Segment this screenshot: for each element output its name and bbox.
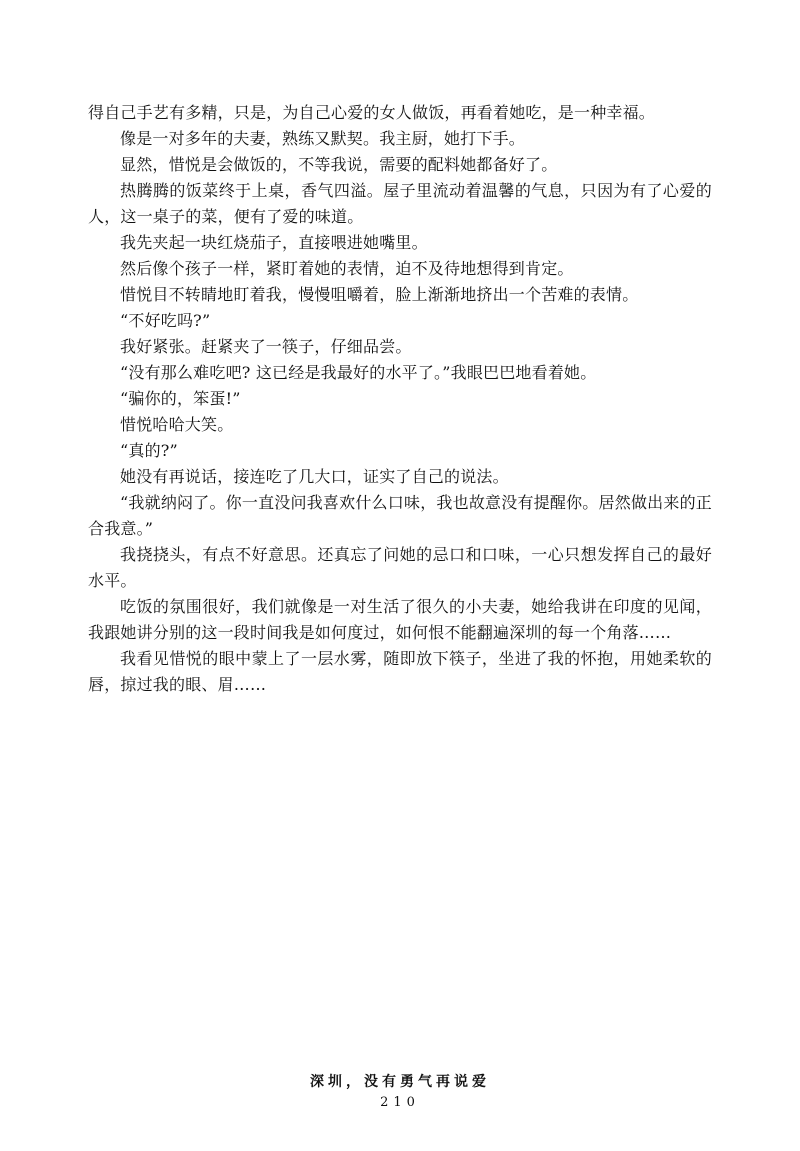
- paragraph-18: 我看见惜悦的眼中蒙上了一层水雾，随即放下筷子，坐进了我的怀抱，用她柔软的唇，掠过我的眼、眉……: [88, 649, 712, 694]
- paragraph-1: 得自己手艺有多精，只是，为自己心爱的女人做饭，再看着她吃，是一种幸福。: [88, 103, 656, 122]
- paragraph-7: 惜悦目不转睛地盯着我，慢慢咀嚼着，脸上渐渐地挤出一个苦难的表情。: [120, 285, 639, 304]
- paragraph-10: “没有那么难吃吧? 这已经是我最好的水平了。”我眼巴巴地看着她。: [120, 363, 597, 382]
- paragraph-11: “骗你的，笨蛋!”: [120, 389, 241, 408]
- paragraph-4: 热腾腾的饭菜终于上桌，香气四溢。屋子里流动着温馨的气息，只因为有了心爱的人，这一桌子的菜，便有了爱的味道。: [88, 181, 712, 226]
- paragraph-8: “不好吃吗?”: [120, 311, 211, 330]
- footer-book-title: 深圳，没有勇气再说爱: [310, 1074, 490, 1090]
- page-body: [88, 100, 712, 698]
- footer-page-number: 210: [380, 1095, 420, 1110]
- paragraph-15: “我就纳闷了。你一直没问我喜欢什么口味，我也故意没有提醒你。居然做出来的正合我意。”: [88, 493, 712, 538]
- paragraph-6: 然后像个孩子一样，紧盯着她的表情，迫不及待地想得到肯定。: [120, 259, 574, 278]
- paragraph-9: 我好紧张。赶紧夹了一筷子，仔细品尝。: [120, 337, 412, 356]
- paragraph-13: “真的?”: [120, 441, 178, 460]
- paragraph-3: 显然，惜悦是会做饭的，不等我说，需要的配料她都备好了。: [120, 155, 558, 174]
- paragraph-2: 像是一对多年的夫妻，熟练又默契。我主厨，她打下手。: [120, 129, 526, 148]
- paragraph-5: 我先夹起一块红烧茄子，直接喂进她嘴里。: [120, 233, 428, 252]
- paragraph-14: 她没有再说话，接连吃了几大口，证实了自己的说法。: [120, 467, 509, 486]
- paragraph-17: 吃饭的氛围很好，我们就像是一对生活了很久的小夫妻，她给我讲在印度的见闻，我跟她讲分别的这一段时间我是如何度过，如何恨不能翻遍深圳的每一个角落……: [88, 597, 712, 642]
- paragraph-12: 惜悦哈哈大笑。: [120, 415, 234, 434]
- paragraph-16: 我挠挠头，有点不好意思。还真忘了问她的忌口和口味，一心只想发挥自己的最好水平。: [88, 545, 712, 590]
